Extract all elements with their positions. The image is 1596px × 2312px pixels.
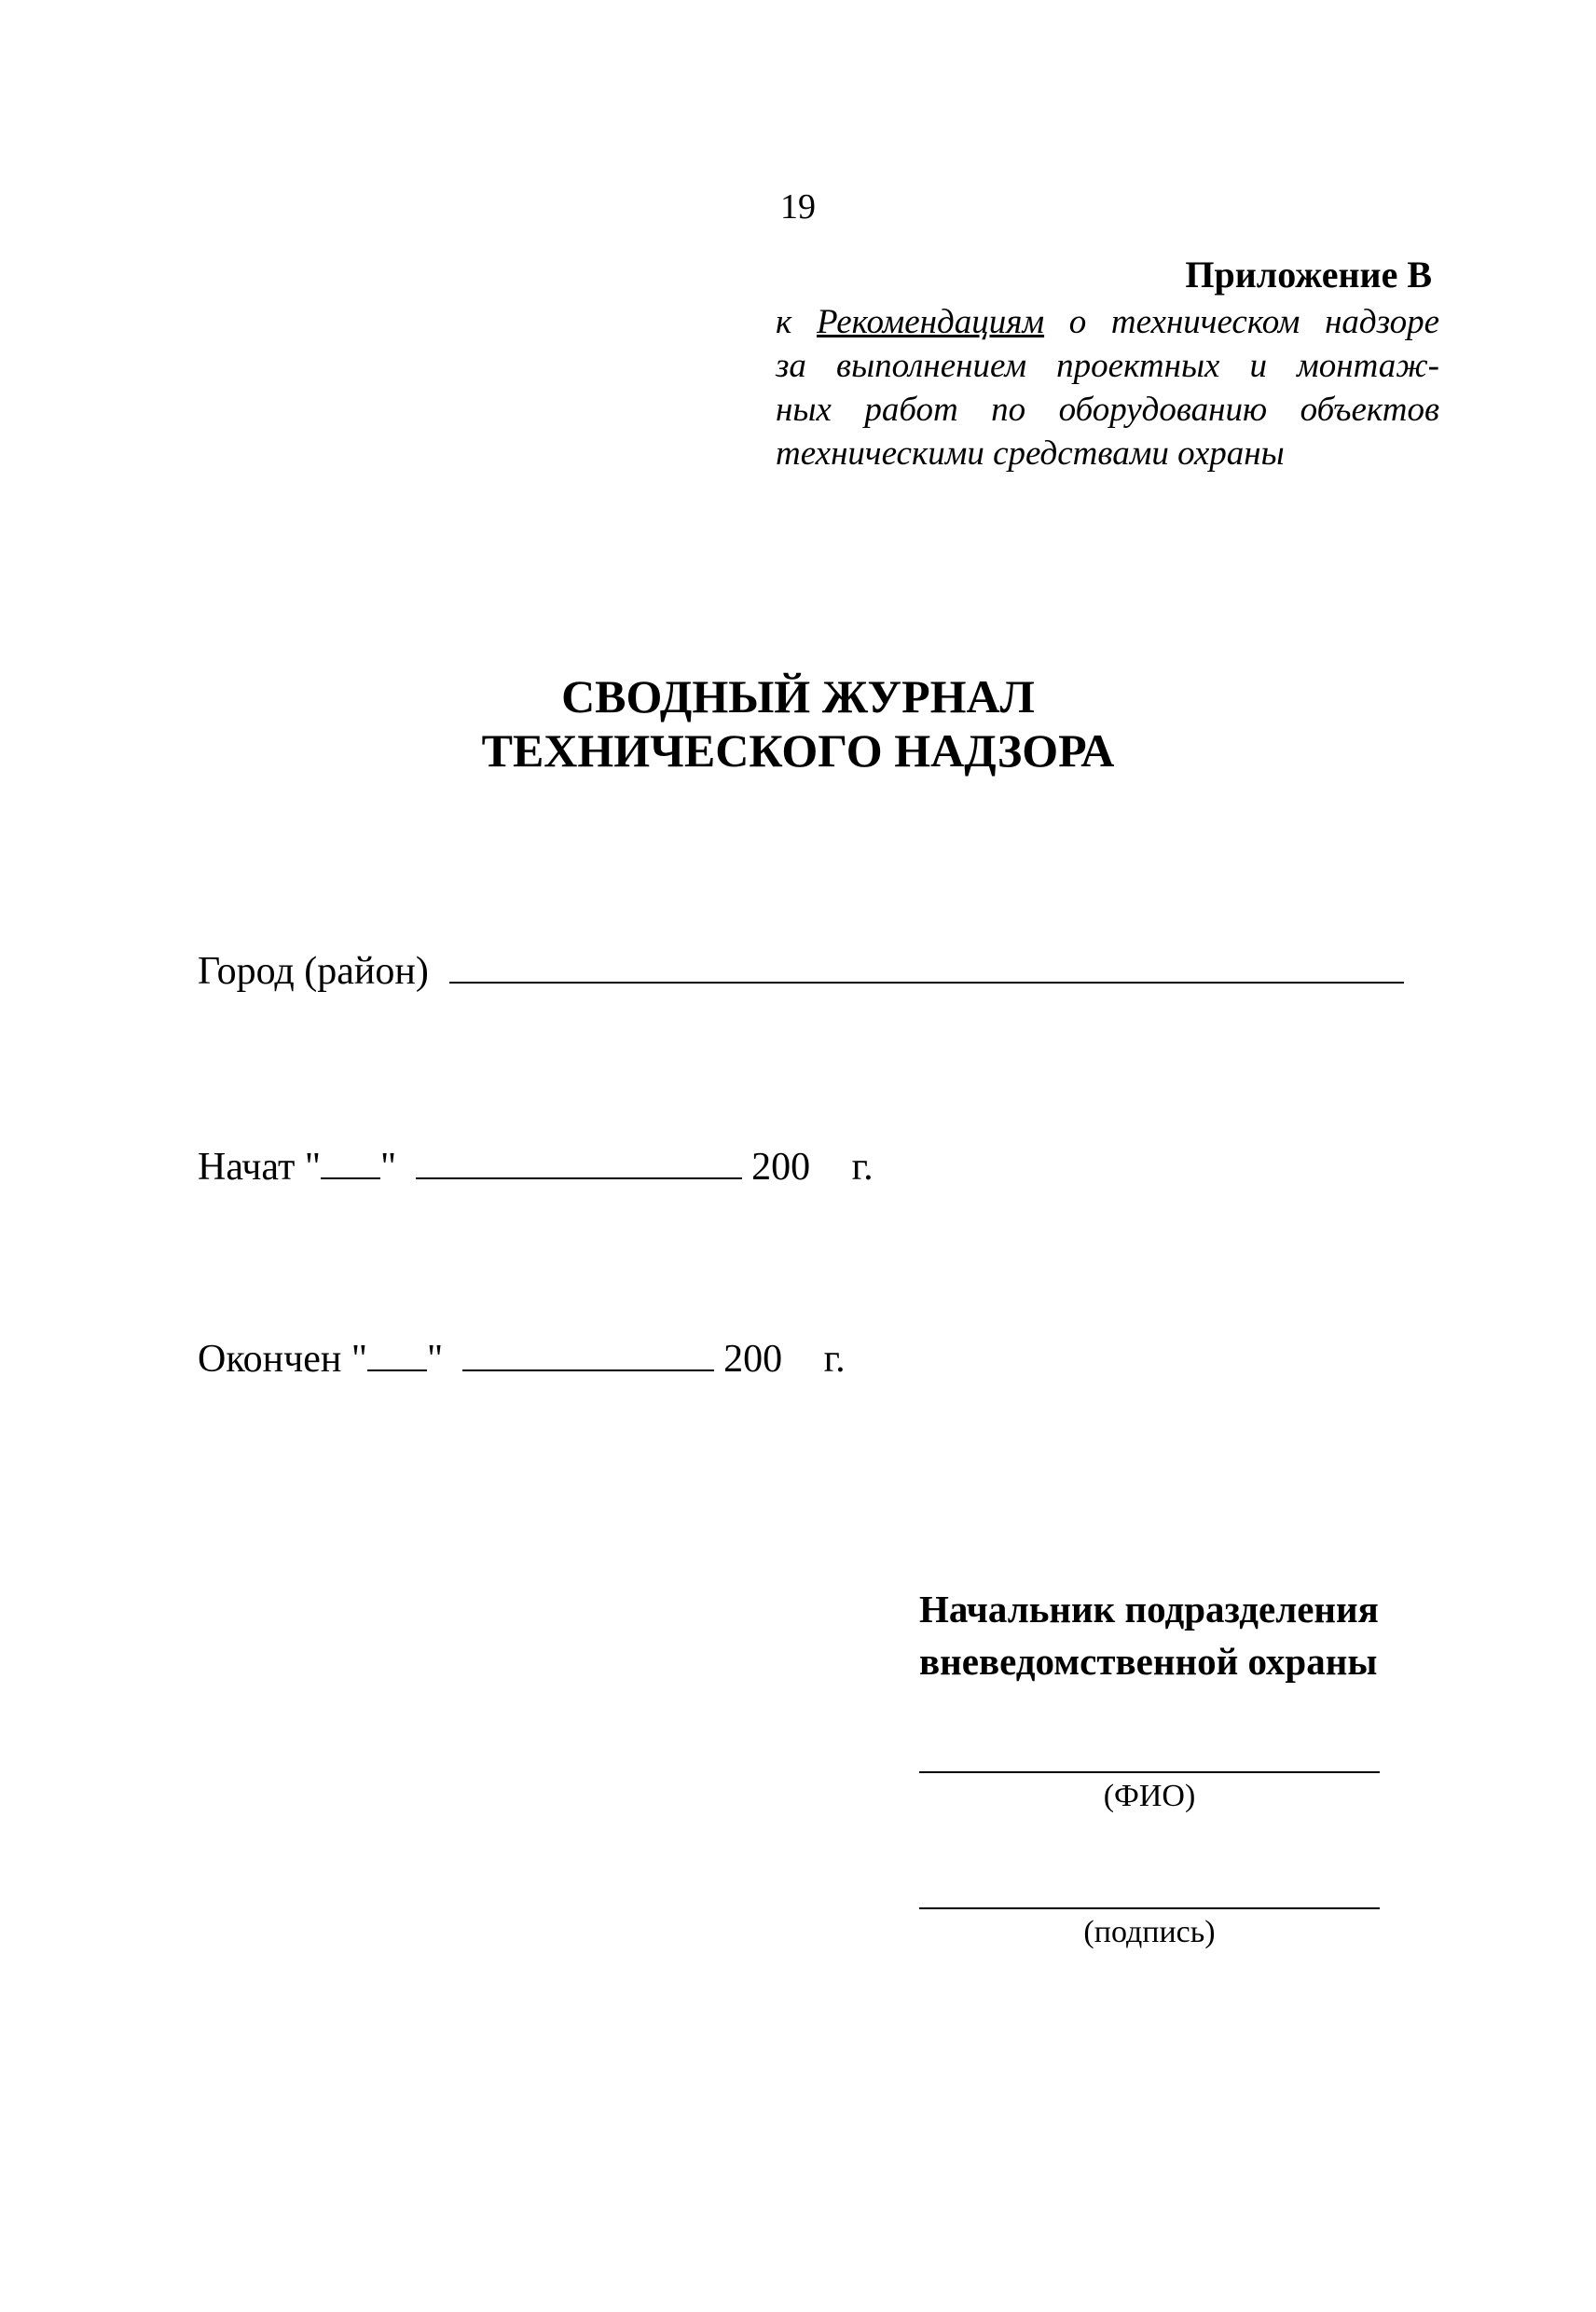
finished-day-blank[interactable]	[367, 1340, 427, 1371]
appendix-ref-line-1	[776, 300, 1439, 344]
started-year-suffix: г.	[851, 1146, 874, 1189]
appendix-reference	[776, 300, 1439, 475]
document-title-line-1: СВОДНЫЙ ЖУРНАЛ	[561, 670, 1035, 722]
started-quote-close: "	[379, 1146, 397, 1189]
started-day-blank[interactable]	[321, 1148, 380, 1179]
chief-position-line-1: Начальник подразделения	[919, 1588, 1379, 1631]
city-field	[198, 947, 1404, 996]
finished-month-blank[interactable]	[462, 1340, 714, 1371]
city-blank-line[interactable]	[449, 952, 1404, 984]
signature-blank-line[interactable]	[919, 1907, 1380, 1909]
started-year: 200	[751, 1146, 811, 1189]
started-label: Начат "	[198, 1146, 321, 1189]
appendix-ref-line-4: техническими средствами охраны	[776, 434, 1285, 473]
chief-position-line-2: вневедомственной охраны	[919, 1640, 1378, 1683]
signature-caption: (подпись)	[1083, 1915, 1216, 1949]
recommendations-link[interactable]: Рекомендациям	[816, 303, 1045, 341]
appendix-title: Приложение В	[1185, 254, 1432, 296]
page-number: 19	[780, 187, 816, 227]
started-month-blank[interactable]	[416, 1148, 742, 1179]
finished-label: Окончен "	[198, 1338, 367, 1381]
chief-position	[919, 1583, 1379, 1687]
finished-year-suffix: г.	[823, 1338, 846, 1381]
started-date-field	[198, 1143, 874, 1191]
finished-quote-close: "	[426, 1338, 444, 1381]
finished-year: 200	[723, 1338, 783, 1381]
document-title	[0, 669, 1596, 778]
name-caption: (ФИО)	[1103, 1779, 1196, 1813]
document-title-line-2: ТЕХНИЧЕСКОГО НАДЗОРА	[481, 724, 1115, 777]
appendix-ref-rest: о техническом надзоре	[1044, 303, 1440, 341]
finished-date-field	[198, 1335, 846, 1383]
appendix-ref-line-2: за выполнением проектных и монтаж-	[776, 347, 1439, 385]
appendix-ref-prefix: к	[776, 303, 817, 341]
name-blank-line[interactable]	[919, 1771, 1380, 1773]
city-label: Город (район)	[198, 950, 429, 993]
appendix-ref-line-3: ных работ по оборудованию объектов	[776, 391, 1439, 429]
